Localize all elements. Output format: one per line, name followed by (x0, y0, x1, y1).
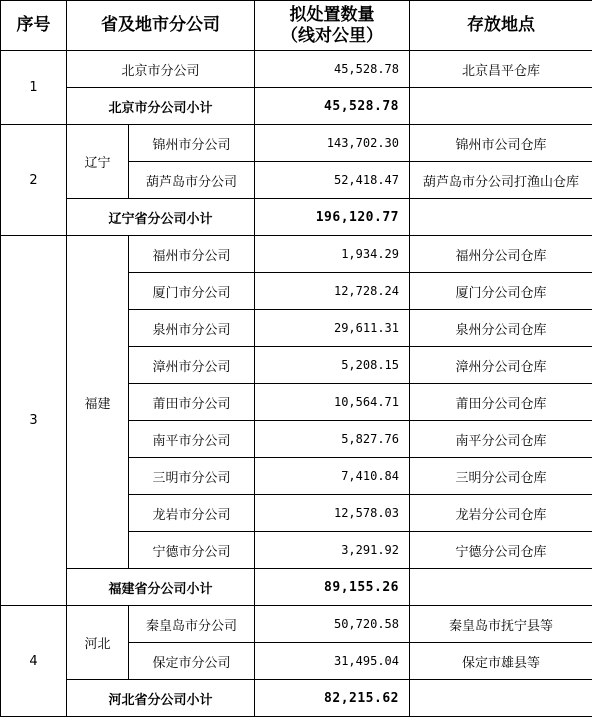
location-cell[interactable]: 漳州分公司仓库 (410, 347, 592, 384)
header-length-line1: 拟处置数量 (255, 5, 409, 26)
table-row (1, 606, 592, 643)
subtotal-row (1, 680, 592, 717)
value-cell[interactable]: 10,564.71 (255, 384, 410, 421)
city-cell[interactable]: 三明市分公司 (129, 458, 255, 495)
value-cell[interactable]: 45,528.78 (255, 51, 410, 88)
location-cell[interactable]: 福州分公司仓库 (410, 236, 592, 273)
location-cell[interactable]: 南平分公司仓库 (410, 421, 592, 458)
header-length[interactable] (255, 1, 410, 51)
table-row (1, 236, 592, 273)
header-branch[interactable]: 省及地市分公司 (67, 1, 255, 51)
header-location[interactable]: 存放地点 (410, 1, 592, 51)
value-cell[interactable]: 50,720.58 (255, 606, 410, 643)
value-cell[interactable]: 5,827.76 (255, 421, 410, 458)
city-cell[interactable]: 保定市分公司 (129, 643, 255, 680)
subtotal-value[interactable]: 196,120.77 (255, 199, 410, 236)
header-length-line2: （线对公里） (255, 26, 409, 47)
subtotal-label[interactable]: 北京市分公司小计 (67, 88, 255, 125)
seq-cell[interactable]: 1 (1, 51, 67, 125)
province-cell[interactable]: 辽宁 (67, 125, 129, 199)
value-cell[interactable]: 12,728.24 (255, 273, 410, 310)
table-row (1, 125, 592, 162)
location-cell[interactable]: 秦皇岛市抚宁县等 (410, 606, 592, 643)
location-cell[interactable]: 宁德分公司仓库 (410, 532, 592, 569)
subtotal-label[interactable]: 福建省分公司小计 (67, 569, 255, 606)
city-cell[interactable]: 宁德市分公司 (129, 532, 255, 569)
subtotal-row (1, 88, 592, 125)
value-cell[interactable]: 52,418.47 (255, 162, 410, 199)
table-row (1, 51, 592, 88)
subtotal-row (1, 199, 592, 236)
header-seq[interactable]: 序号 (1, 1, 67, 51)
location-cell[interactable]: 锦州市公司仓库 (410, 125, 592, 162)
value-cell[interactable]: 31,495.04 (255, 643, 410, 680)
location-cell[interactable]: 泉州分公司仓库 (410, 310, 592, 347)
seq-cell[interactable]: 2 (1, 125, 67, 236)
seq-cell[interactable]: 4 (1, 606, 67, 717)
header-row (1, 1, 592, 51)
value-cell[interactable]: 7,410.84 (255, 458, 410, 495)
city-cell[interactable]: 莆田市分公司 (129, 384, 255, 421)
location-cell[interactable]: 三明分公司仓库 (410, 458, 592, 495)
location-cell[interactable]: 北京昌平仓库 (410, 51, 592, 88)
location-cell-empty[interactable] (410, 88, 592, 125)
city-cell[interactable]: 福州市分公司 (129, 236, 255, 273)
seq-cell[interactable]: 3 (1, 236, 67, 606)
value-cell[interactable]: 12,578.03 (255, 495, 410, 532)
city-cell[interactable]: 南平市分公司 (129, 421, 255, 458)
city-cell[interactable]: 龙岩市分公司 (129, 495, 255, 532)
city-cell[interactable]: 锦州市分公司 (129, 125, 255, 162)
city-cell[interactable]: 漳州市分公司 (129, 347, 255, 384)
location-cell[interactable]: 葫芦岛市分公司打渔山仓库 (410, 162, 592, 199)
subtotal-label[interactable]: 河北省分公司小计 (67, 680, 255, 717)
subtotal-value[interactable]: 82,215.62 (255, 680, 410, 717)
value-cell[interactable]: 29,611.31 (255, 310, 410, 347)
subtotal-label[interactable]: 辽宁省分公司小计 (67, 199, 255, 236)
subtotal-row (1, 569, 592, 606)
value-cell[interactable]: 143,702.30 (255, 125, 410, 162)
city-cell[interactable]: 秦皇岛市分公司 (129, 606, 255, 643)
value-cell[interactable]: 5,208.15 (255, 347, 410, 384)
province-cell[interactable]: 河北 (67, 606, 129, 680)
province-cell[interactable]: 福建 (67, 236, 129, 569)
city-cell[interactable]: 泉州市分公司 (129, 310, 255, 347)
location-cell[interactable]: 莆田分公司仓库 (410, 384, 592, 421)
location-cell[interactable]: 厦门分公司仓库 (410, 273, 592, 310)
city-cell[interactable]: 北京市分公司 (67, 51, 255, 88)
city-cell[interactable]: 葫芦岛市分公司 (129, 162, 255, 199)
value-cell[interactable]: 3,291.92 (255, 532, 410, 569)
location-cell-empty[interactable] (410, 569, 592, 606)
value-cell[interactable]: 1,934.29 (255, 236, 410, 273)
location-cell[interactable]: 保定市雄县等 (410, 643, 592, 680)
location-cell-empty[interactable] (410, 680, 592, 717)
location-cell[interactable]: 龙岩分公司仓库 (410, 495, 592, 532)
subtotal-value[interactable]: 45,528.78 (255, 88, 410, 125)
location-cell-empty[interactable] (410, 199, 592, 236)
city-cell[interactable]: 厦门市分公司 (129, 273, 255, 310)
subtotal-value[interactable]: 89,155.26 (255, 569, 410, 606)
